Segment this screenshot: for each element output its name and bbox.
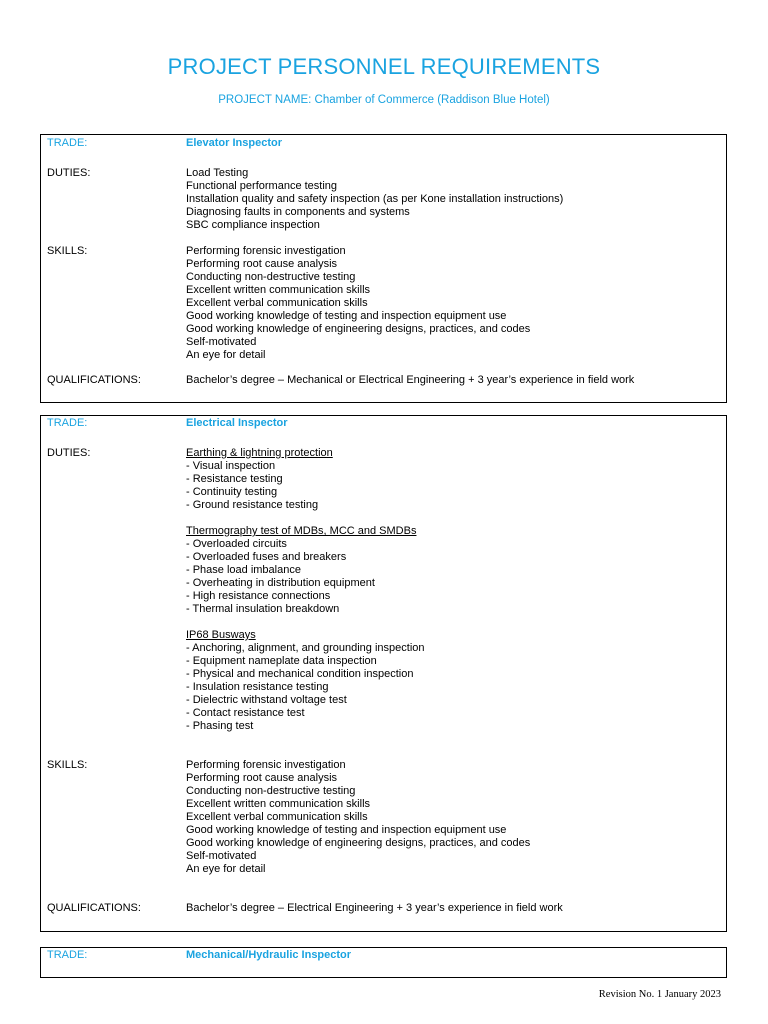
list-item: - Anchoring, alignment, and grounding inspection [186,642,425,654]
skills-label: SKILLS: [47,245,88,257]
list-item: Installation quality and safety inspection (as per Kone installation instructions) [186,193,564,205]
list-item: Good working knowledge of engineering designs, practices, and codes [186,837,531,849]
list-item: Self-motivated [186,850,257,862]
duties-list [186,167,720,232]
list-item: Diagnosing faults in components and systems [186,206,410,218]
list-item: An eye for detail [186,863,266,875]
duties-label: DUTIES: [47,167,91,179]
list-item: - Equipment nameplate data inspection [186,655,377,667]
list-item: - Dielectric withstand voltage test [186,694,347,706]
list-item: Load Testing [186,167,249,179]
list-item: Performing root cause analysis [186,258,338,270]
qualifications-value: Bachelor’s degree – Electrical Engineering + 3 year’s experience in field work [186,902,563,914]
list-item: - High resistance connections [186,590,331,602]
list-item: Performing forensic investigation [186,245,346,257]
list-item: Excellent written communication skills [186,284,371,296]
duties-label: DUTIES: [47,447,91,459]
list-item: Conducting non-destructive testing [186,785,356,797]
list-item: Functional performance testing [186,180,338,192]
qualifications-label: QUALIFICATIONS: [47,374,141,386]
list-item: - Ground resistance testing [186,499,319,511]
duty-group-heading: Earthing & lightning protection [186,447,333,459]
skills-list [186,245,720,362]
list-item: Performing root cause analysis [186,772,338,784]
list-item: - Overloaded fuses and breakers [186,551,347,563]
list-item: - Visual inspection [186,460,276,472]
skills-list [186,759,720,876]
qualifications-label: QUALIFICATIONS: [47,902,141,914]
trade-value: Mechanical/Hydraulic Inspector [186,949,352,961]
list-item: Good working knowledge of testing and inspection equipment use [186,824,507,836]
list-item: An eye for detail [186,349,266,361]
duty-group-heading: IP68 Busways [186,629,256,641]
list-item: Conducting non-destructive testing [186,271,356,283]
trade-value: Electrical Inspector [186,417,288,429]
trade-section-electrical [40,415,727,932]
trade-section-elevator [40,134,727,403]
project-name: PROJECT NAME: Chamber of Commerce (Raddison Blue Hotel) [218,94,550,106]
duties-list [186,447,720,733]
list-item: - Physical and mechanical condition inspection [186,668,414,680]
revision-footer: Revision No. 1 January 2023 [598,989,721,1000]
list-item: - Insulation resistance testing [186,681,329,693]
list-item: - Phasing test [186,720,254,732]
skills-label: SKILLS: [47,759,88,771]
list-item: - Overloaded circuits [186,538,287,550]
list-item: - Phase load imbalance [186,564,301,576]
list-item: - Contact resistance test [186,707,305,719]
trade-label: TRADE: [47,949,88,961]
list-item: - Resistance testing [186,473,283,485]
list-item: Performing forensic investigation [186,759,346,771]
page-title: PROJECT PERSONNEL REQUIREMENTS [167,54,601,79]
list-item: Excellent verbal communication skills [186,297,368,309]
list-item: Excellent verbal communication skills [186,811,368,823]
duty-group-heading: Thermography test of MDBs, MCC and SMDBs [186,525,417,537]
trade-label: TRADE: [47,137,88,149]
list-item: Good working knowledge of engineering designs, practices, and codes [186,323,531,335]
list-item: - Continuity testing [186,486,278,498]
list-item: Excellent written communication skills [186,798,371,810]
list-item: - Overheating in distribution equipment [186,577,375,589]
list-item: - Thermal insulation breakdown [186,603,340,615]
qualifications-value: Bachelor’s degree – Mechanical or Electrical Engineering + 3 year’s experience in field work [186,374,635,386]
trade-value: Elevator Inspector [186,137,282,149]
list-item: SBC compliance inspection [186,219,320,231]
list-item: Self-motivated [186,336,257,348]
list-item: Good working knowledge of testing and inspection equipment use [186,310,507,322]
trade-label: TRADE: [47,417,88,429]
trade-section-mechanical [40,947,727,978]
